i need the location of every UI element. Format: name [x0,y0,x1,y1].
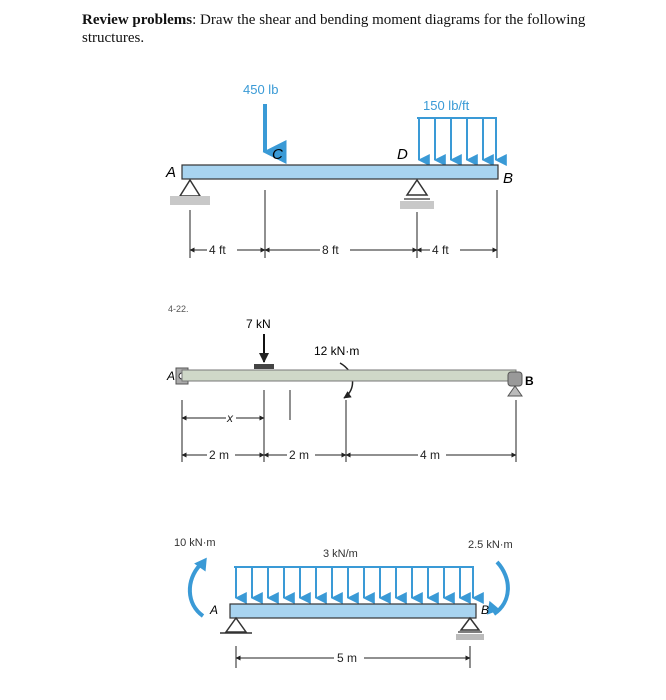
p3-support-a [220,618,252,633]
p2-x-label: x [227,411,233,425]
p2-dimension-lines [182,390,516,462]
p2-label-a: A [167,369,176,383]
p2-dim-3: 4 m [420,448,441,462]
p1-support-d [400,180,434,209]
problem-2 [166,304,534,462]
problem-3 [174,537,513,668]
p2-point-load-label: 7 kN [246,317,271,331]
p2-label-b: B [525,374,534,388]
p1-label-a: A [166,164,177,181]
p3-support-b [456,618,484,640]
p2-dim-2: 2 m [289,448,310,462]
p3-moment-right-label: 2.5 kN·m [468,539,513,551]
p2-moment-label: 12 kN·m [314,344,360,358]
p3-dist-load-arrows [236,567,473,598]
p3-beam [230,604,476,618]
p1-label-c: C [272,146,283,163]
p3-label-b: B [481,603,490,617]
p1-dist-load-label: 150 lb/ft [423,98,470,113]
p3-moment-right-arrow [494,562,508,614]
p2-stray-mark: 4-22. [168,304,189,314]
p3-moment-left-arrow [190,565,203,616]
p1-dim-2: 8 ft [322,243,339,257]
p1-beam [182,165,498,179]
p1-point-load-label: 450 lb [243,82,279,97]
p1-dim-1: 4 ft [209,243,226,257]
p2-support-b [508,372,522,396]
p1-label-d: D [397,146,408,163]
p1-dist-load-arrows [419,118,496,160]
problem-1 [165,82,513,258]
intro-body: : Draw the shear and bending moment diagrams for the following structures. [82,12,586,46]
p1-support-a [170,180,210,205]
p1-dim-3: 4 ft [432,243,449,257]
p2-dim-1: 2 m [209,448,230,462]
p2-beam [182,370,516,381]
p1-dimension-lines [190,190,497,258]
p2-load-plate [254,364,274,369]
p3-dist-load-label: 3 kN/m [323,548,358,560]
p3-label-a: A [210,603,219,617]
p3-moment-left-label: 10 kN·m [174,537,216,549]
intro-heading: Review problems [82,12,193,28]
p1-label-b: B [503,170,514,187]
p3-dim: 5 m [337,651,358,665]
